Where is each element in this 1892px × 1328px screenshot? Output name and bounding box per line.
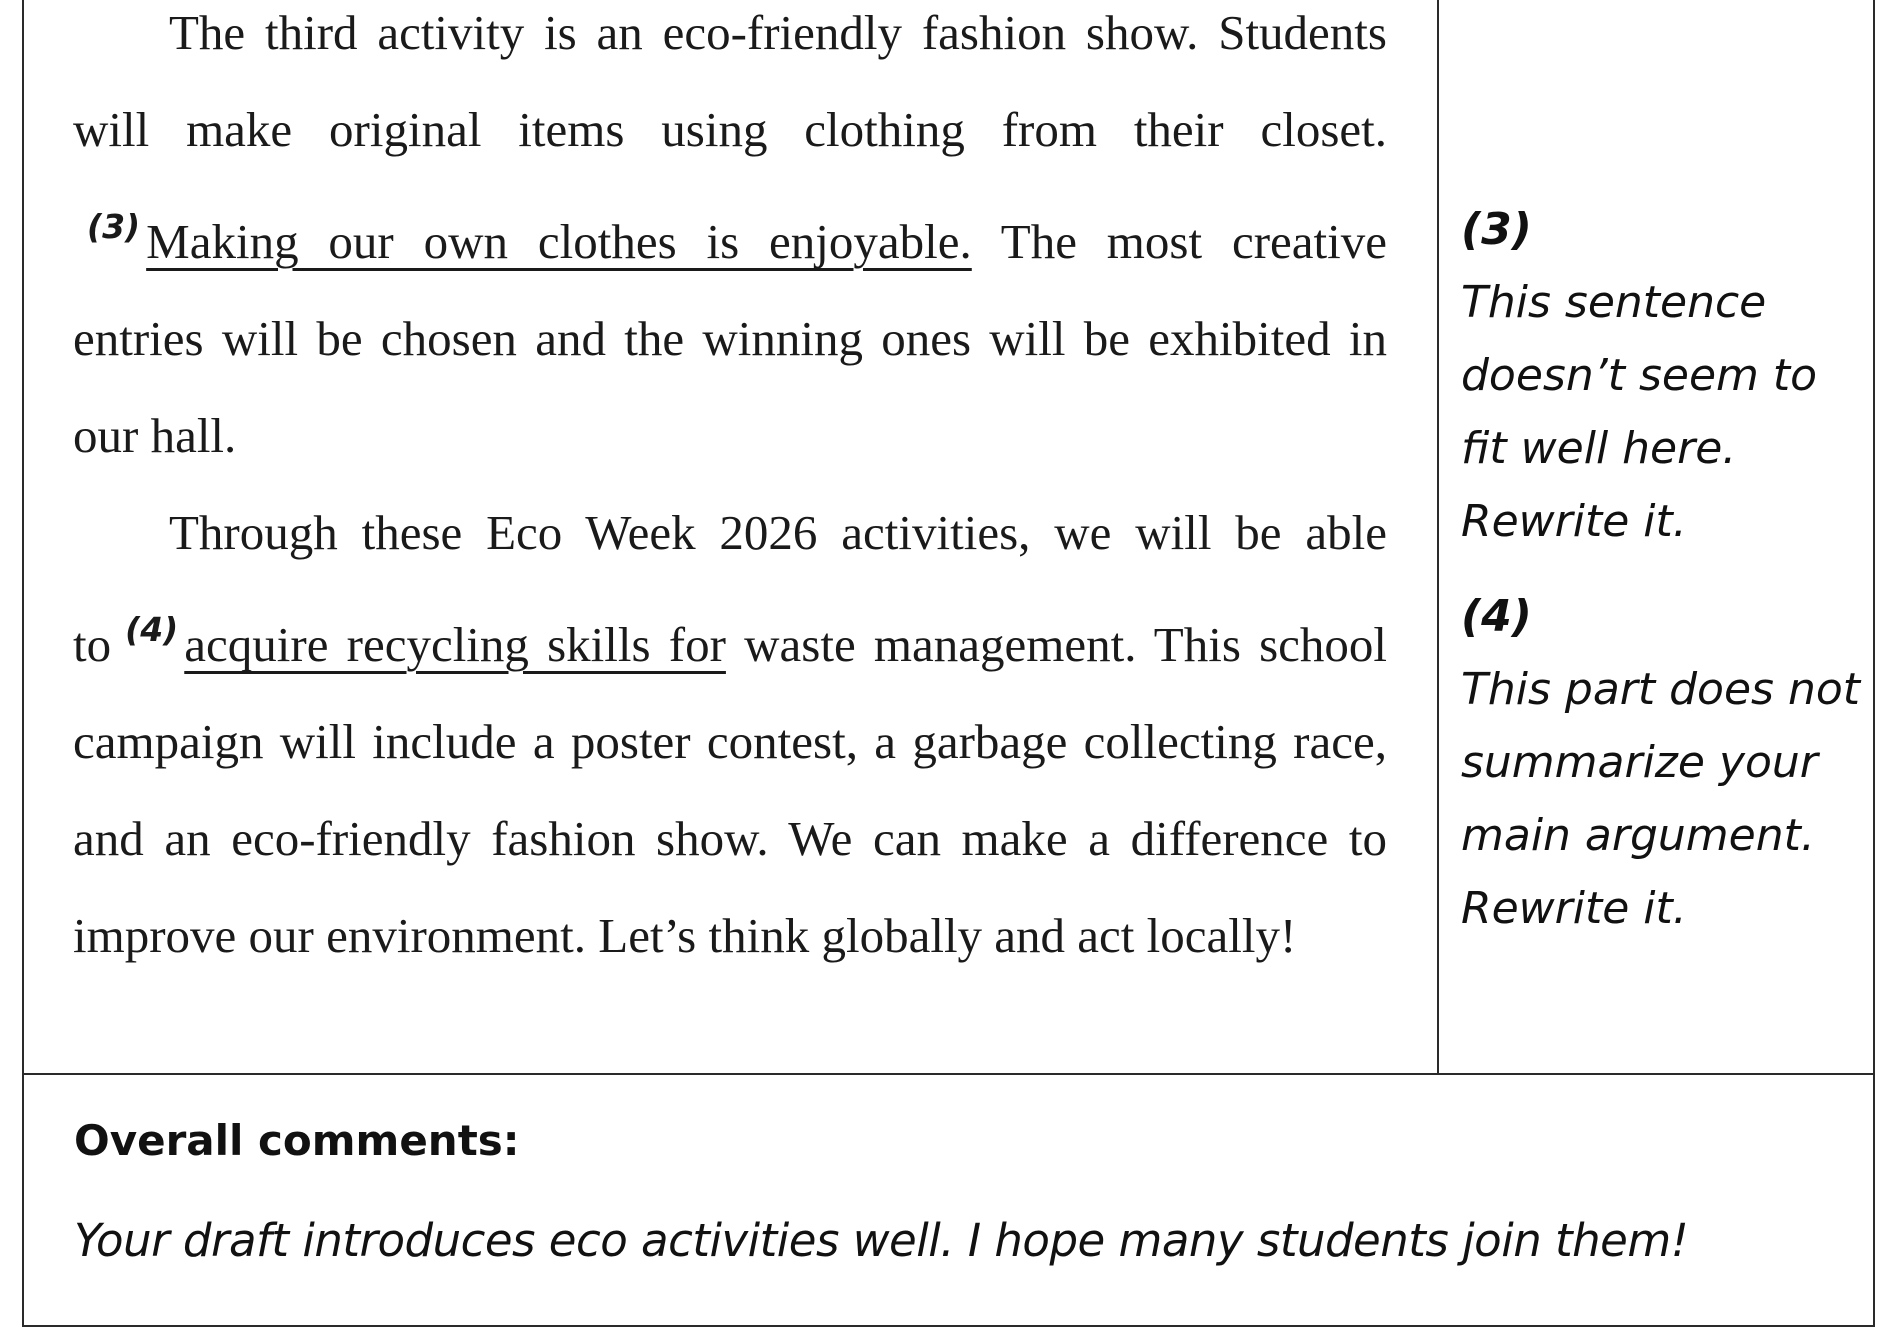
underlined-sentence-3: Making our own clothes is enjoyable.	[146, 214, 972, 269]
overall-comments-heading: Overall comments:	[74, 1116, 520, 1165]
annotation-marker-3: (3)	[87, 207, 141, 246]
overall-comments-text: Your draft introduces eco activities well. I hope many students join them!	[74, 1214, 1689, 1267]
comment-label: (4)	[1461, 591, 1532, 642]
section-divider	[24, 1073, 1873, 1075]
essay-paragraph-3	[73, 0, 1387, 484]
comment-text: This sentence doesn’t seem to fit well here. Rewrite it.	[1461, 277, 1818, 547]
essay-paragraph-conclusion	[73, 484, 1387, 984]
annotation-marker-4: (4)	[125, 610, 179, 649]
paragraph-text: Through these Eco Week 2026 activities, we will be able to	[73, 505, 1387, 672]
paragraph-text: The most creative entries will be chosen and the winning ones will be exhibited in our hall.	[73, 214, 1387, 463]
margin-comment-4	[1461, 580, 1861, 945]
comment-label: (3)	[1461, 204, 1532, 255]
comment-text: This part does not summarize your main argument. Rewrite it.	[1461, 664, 1861, 934]
margin-comment-3	[1461, 193, 1861, 558]
column-divider	[1437, 0, 1439, 1074]
underlined-phrase-4: acquire recycling skills for	[184, 617, 726, 672]
essay-draft	[73, 0, 1387, 984]
paragraph-text: waste management. This school campaign will include a poster contest, a garbage collecting race, and an eco-friendly fashion show. We can make a difference to improve our environment. Let’s think globally and act locally!	[73, 617, 1388, 963]
paragraph-text: The third activity is an eco-friendly fashion show. Students will make original items using clothing from their closet.	[73, 5, 1387, 157]
feedback-sheet	[22, 0, 1875, 1327]
